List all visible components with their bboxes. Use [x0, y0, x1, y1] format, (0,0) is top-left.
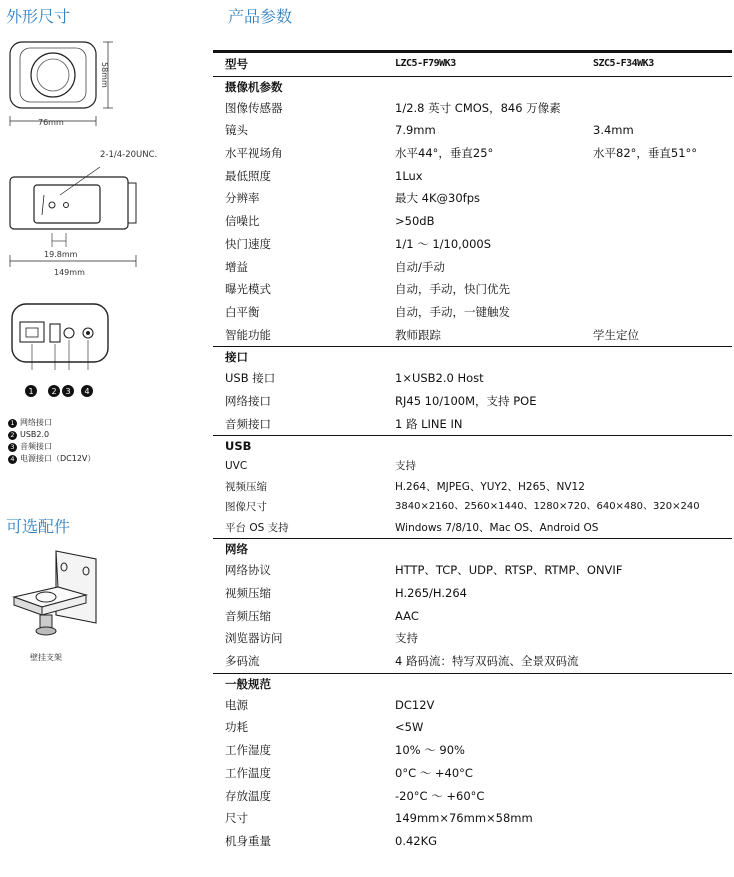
row-value-model1: 最大 4K@30fps — [395, 191, 480, 206]
table-row — [213, 413, 732, 436]
header-model2: SZC5-F34WK3 — [593, 58, 654, 69]
row-label: 音频接口 — [225, 416, 271, 431]
bracket-caption: 壁挂支架 — [30, 653, 62, 662]
row-value-model1: 1/2.8 英寸 CMOS，846 万像素 — [395, 100, 561, 115]
row-label: 多码流 — [225, 654, 260, 669]
table-row — [213, 650, 732, 673]
row-label: 信噪比 — [225, 214, 260, 229]
row-label: 图像传感器 — [225, 100, 283, 115]
table-row — [213, 785, 732, 808]
row-label: 视频压缩 — [225, 586, 271, 600]
table-row — [213, 762, 732, 785]
table-row — [213, 301, 732, 324]
row-value-model1: 7.9mm — [395, 123, 436, 138]
row-label: 曝光模式 — [225, 282, 271, 297]
row-label: 电源 — [225, 697, 248, 712]
port-number-4: 4 — [84, 387, 90, 396]
rear-view-drawing — [8, 300, 118, 370]
legend-item: 4 电源接口（DC12V） — [8, 453, 95, 465]
section-header — [213, 346, 732, 367]
row-label: 图像尺寸 — [225, 501, 267, 514]
screw-label: 2-1/4-20UNC. — [100, 150, 158, 160]
section-title: 一般规范 — [225, 676, 271, 691]
row-value-model1: Windows 7/8/10、Mac OS、Android OS — [395, 521, 599, 534]
row-value-model1: -20°C ～ +60°C — [395, 788, 485, 803]
row-label: 水平视场角 — [225, 146, 283, 161]
legend-item: 3 音频接口 — [8, 441, 95, 453]
section-header — [213, 76, 732, 97]
pitch-label: 19.8mm — [44, 250, 78, 259]
row-value-model1: 自动/手动 — [395, 259, 445, 274]
table-row — [213, 605, 732, 628]
row-value-model1: >50dB — [395, 214, 435, 229]
table-row — [213, 497, 732, 518]
table-row — [213, 119, 732, 142]
port-number-markers — [22, 383, 102, 399]
table-row — [213, 278, 732, 301]
section-header — [213, 538, 732, 559]
row-value-model1: 149mm×76mm×58mm — [395, 811, 533, 826]
port-number-1: 1 — [28, 387, 34, 396]
accessory-title: 可选配件 — [6, 517, 71, 536]
row-label: 功耗 — [225, 720, 248, 735]
params-title: 产品参数 — [228, 7, 293, 26]
row-label: 存放温度 — [225, 788, 271, 803]
table-row — [213, 559, 732, 582]
spec-table — [213, 50, 732, 853]
row-value-model1: H.264、MJPEG、YUY2、H265、NV12 — [395, 480, 585, 493]
port-number-3: 3 — [65, 387, 71, 396]
table-row — [213, 97, 732, 120]
legend-item: 2 USB2.0 — [8, 429, 95, 441]
table-row — [213, 456, 732, 477]
row-label: 网络接口 — [225, 393, 271, 408]
row-label: 最低照度 — [225, 168, 271, 183]
length-label: 149mm — [54, 268, 85, 277]
row-value-model1: 1×USB2.0 Host — [395, 371, 484, 386]
row-value-model1: AAC — [395, 608, 419, 623]
row-label: 尺寸 — [225, 811, 248, 826]
section-title: 接口 — [225, 350, 248, 365]
row-label: 分辨率 — [225, 191, 260, 206]
table-header-row — [213, 53, 732, 76]
row-value-model1: 自动，手动，一键触发 — [395, 304, 510, 319]
row-label: 网络协议 — [225, 563, 271, 578]
table-row — [213, 142, 732, 165]
row-label: UVC — [225, 460, 248, 473]
row-value-model1: 1 路 LINE IN — [395, 416, 463, 431]
table-row — [213, 210, 732, 233]
row-value-model1: 支持 — [395, 460, 416, 473]
section-header — [213, 435, 732, 456]
row-label: USB 接口 — [225, 371, 276, 386]
row-value-model1: 4 路码流：特写双码流、全景双码流 — [395, 654, 579, 669]
row-value-model1: DC12V — [395, 697, 435, 712]
table-row — [213, 477, 732, 498]
height-label: 58mm — [100, 62, 109, 88]
spec-sections — [213, 76, 732, 853]
row-label: 镜头 — [225, 123, 248, 138]
wall-bracket-drawing — [6, 545, 106, 650]
row-value-model1: 教师跟踪 — [395, 327, 441, 342]
row-label: 浏览器访问 — [225, 631, 283, 646]
table-row — [213, 324, 732, 347]
legend-item: 1 网络接口 — [8, 417, 95, 429]
row-label: 平台 OS 支持 — [225, 521, 289, 534]
row-value-model2: 学生定位 — [593, 327, 639, 342]
port-legend — [8, 417, 95, 465]
row-label: 音频压缩 — [225, 608, 271, 623]
table-row — [213, 165, 732, 188]
row-label: 快门速度 — [225, 236, 271, 251]
table-row — [213, 807, 732, 830]
table-row — [213, 256, 732, 279]
row-value-model2: 水平82°，垂直51°° — [593, 146, 698, 161]
table-row — [213, 187, 732, 210]
dimensions-title: 外形尺寸 — [6, 7, 71, 26]
row-value-model1: 支持 — [395, 631, 418, 646]
row-label: 工作湿度 — [225, 743, 271, 758]
row-value-model1: 1Lux — [395, 168, 423, 183]
table-row — [213, 518, 732, 539]
row-label: 机身重量 — [225, 833, 271, 848]
row-label: 增益 — [225, 259, 248, 274]
row-label: 视频压缩 — [225, 480, 267, 493]
row-value-model1: 1/1 ～ 1/10,000S — [395, 236, 492, 251]
table-row — [213, 694, 732, 717]
table-row — [213, 390, 732, 413]
row-label: 工作温度 — [225, 765, 271, 780]
row-label: 智能功能 — [225, 327, 271, 342]
table-row — [213, 233, 732, 256]
table-row — [213, 739, 732, 762]
port-number-2: 2 — [51, 387, 57, 396]
section-title: USB — [225, 439, 252, 454]
row-value-model1: 水平44°，垂直25° — [395, 146, 494, 161]
row-value-model1: RJ45 10/100M，支持 POE — [395, 393, 537, 408]
width-label: 76mm — [38, 118, 64, 127]
table-row — [213, 627, 732, 650]
header-label: 型号 — [225, 57, 248, 71]
header-model1: LZC5-F79WK3 — [395, 58, 456, 69]
row-value-model1: <5W — [395, 720, 424, 735]
row-label: 白平衡 — [225, 304, 260, 319]
section-title: 摄像机参数 — [225, 79, 283, 94]
table-row — [213, 582, 732, 605]
row-value-model1: H.265/H.264 — [395, 586, 467, 600]
table-row — [213, 716, 732, 739]
row-value-model1: 自动，手动，快门优先 — [395, 282, 510, 297]
row-value-model1: 3840×2160、2560×1440、1280×720、640×480、320×240 — [395, 501, 700, 513]
section-title: 网络 — [225, 542, 248, 557]
row-value-model2: 3.4mm — [593, 123, 634, 138]
section-header — [213, 673, 732, 694]
table-row — [213, 367, 732, 390]
bottom-view-drawing — [4, 155, 154, 275]
table-row — [213, 830, 732, 853]
row-value-model1: 0.42KG — [395, 833, 438, 848]
row-value-model1: HTTP、TCP、UDP、RTSP、RTMP、ONVIF — [395, 563, 623, 578]
row-value-model1: 10% ～ 90% — [395, 743, 465, 758]
row-value-model1: 0°C ～ +40°C — [395, 765, 473, 780]
